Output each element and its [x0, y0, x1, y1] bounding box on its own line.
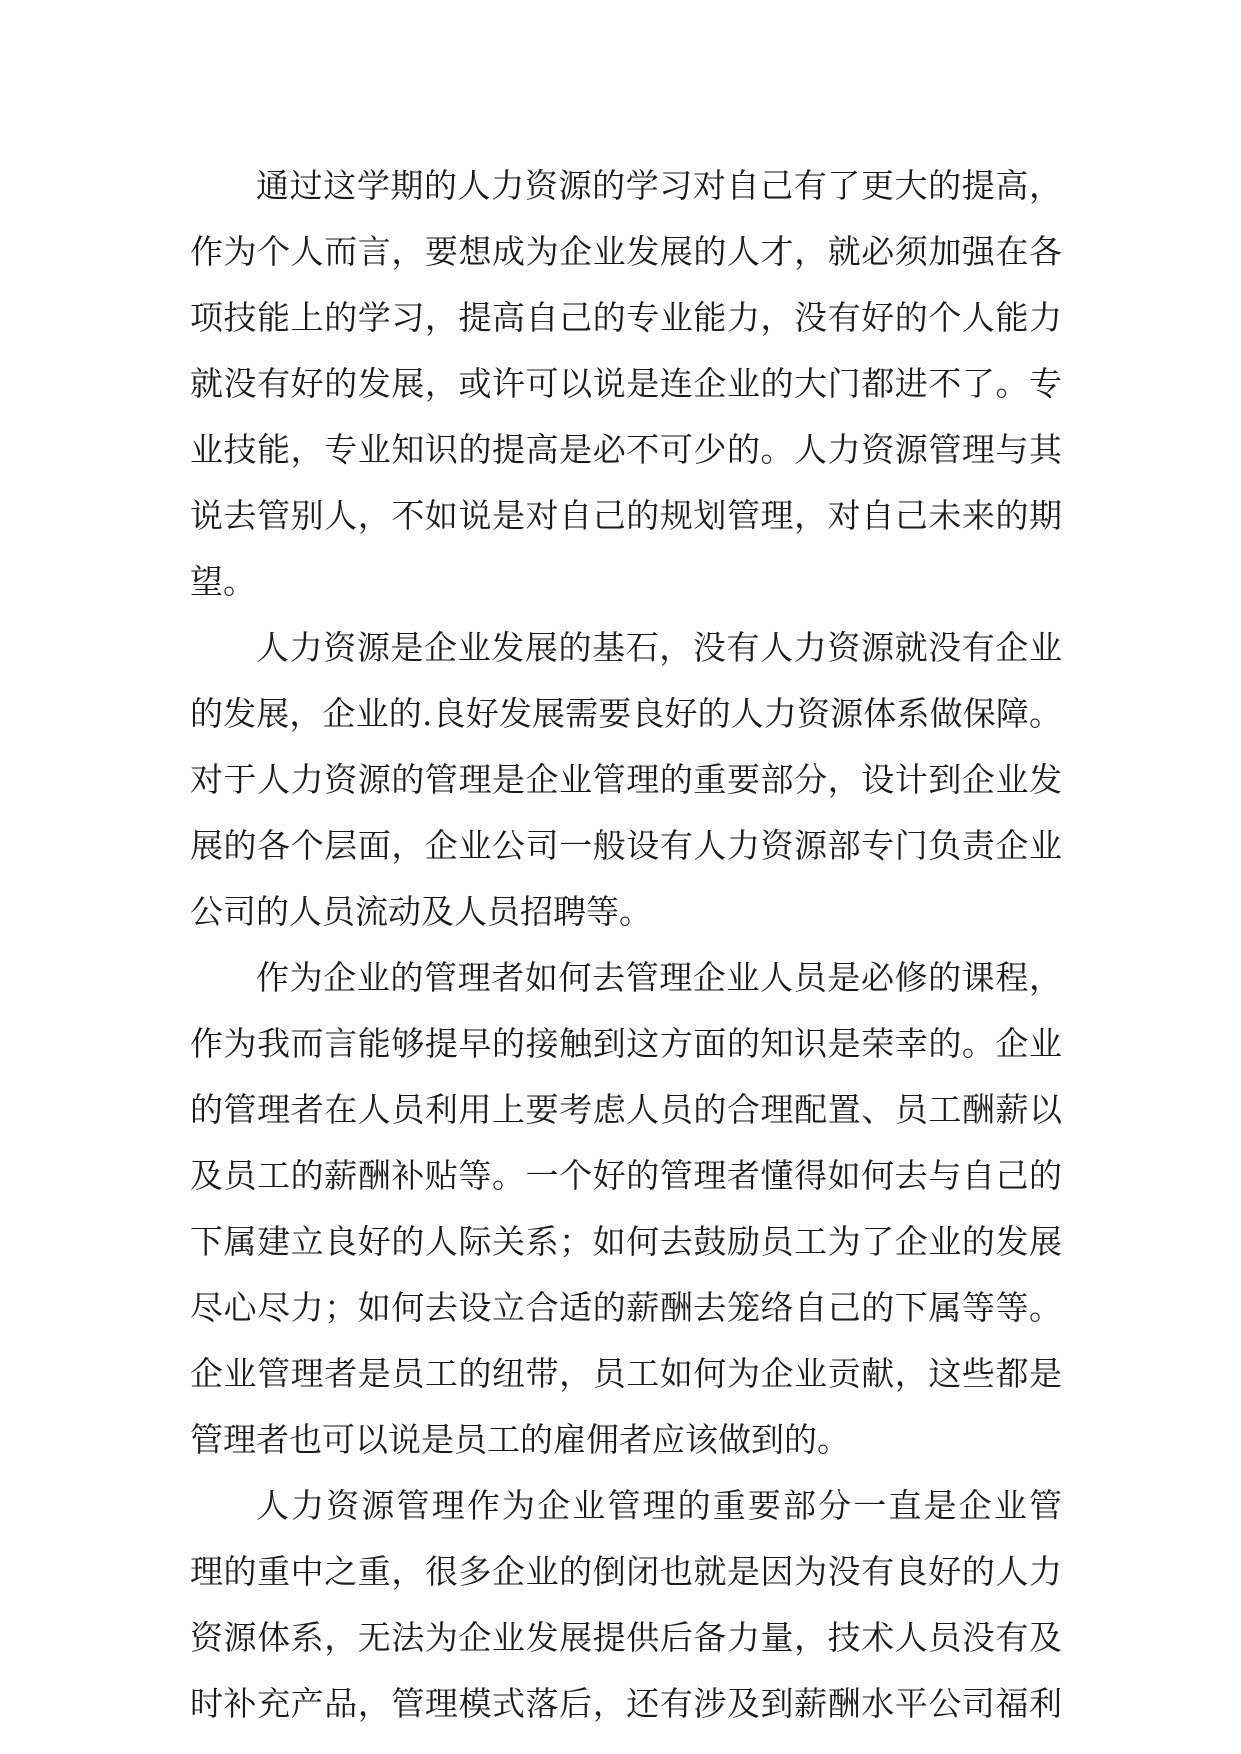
text-line: 望。: [190, 562, 256, 601]
text-line: 对于人力资源的管理是企业管理的重要部分，设计到企业发: [190, 760, 1062, 799]
text-line: 企业管理者是员工的纽带，员工如何为企业贡献，这些都是: [190, 1354, 1062, 1393]
text-line: 项技能上的学习，提高自己的专业能力，没有好的个人能力: [190, 298, 1062, 337]
text-line: 的管理者在人员利用上要考虑人员的合理配置、员工酬薪以: [190, 1090, 1062, 1129]
text-line: 就没有好的发展，或许可以说是连企业的大门都进不了。专: [190, 364, 1062, 403]
text-line: 理的重中之重，很多企业的倒闭也就是因为没有良好的人力: [190, 1552, 1062, 1591]
text-line: 说去管别人，不如说是对自己的规划管理，对自己未来的期: [190, 496, 1062, 535]
text-line: 的发展，企业的.良好发展需要良好的人力资源体系做保障。: [190, 694, 1062, 733]
text-line: 通过这学期的人力资源的学习对自己有了更大的提高，: [256, 166, 1062, 205]
text-line: 人力资源是企业发展的基石，没有人力资源就没有企业: [256, 628, 1062, 667]
text-line: 尽心尽力；如何去设立合适的薪酬去笼络自己的下属等等。: [190, 1288, 1062, 1327]
text-line: 作为个人而言，要想成为企业发展的人才，就必须加强在各: [190, 232, 1062, 271]
text-line: 展的各个层面，企业公司一般设有人力资源部专门负责企业: [190, 826, 1062, 865]
text-line: 公司的人员流动及人员招聘等。: [190, 892, 652, 931]
text-line: 时补充产品，管理模式落后，还有涉及到薪酬水平公司福利: [190, 1684, 1062, 1723]
text-line: 及员工的薪酬补贴等。一个好的管理者懂得如何去与自己的: [190, 1156, 1062, 1195]
document-body: [190, 153, 1062, 1737]
text-line: 管理者也可以说是员工的雇佣者应该做到的。: [190, 1420, 850, 1459]
text-line: 人力资源管理作为企业管理的重要部分一直是企业管: [256, 1486, 1062, 1525]
text-line: 资源体系，无法为企业发展提供后备力量，技术人员没有及: [190, 1618, 1062, 1657]
text-line: 下属建立良好的人际关系；如何去鼓励员工为了企业的发展: [190, 1222, 1062, 1261]
text-line: 作为企业的管理者如何去管理企业人员是必修的课程，: [256, 958, 1062, 997]
text-line: 业技能，专业知识的提高是必不可少的。人力资源管理与其: [190, 430, 1062, 469]
text-line: 作为我而言能够提早的接触到这方面的知识是荣幸的。企业: [190, 1024, 1062, 1063]
